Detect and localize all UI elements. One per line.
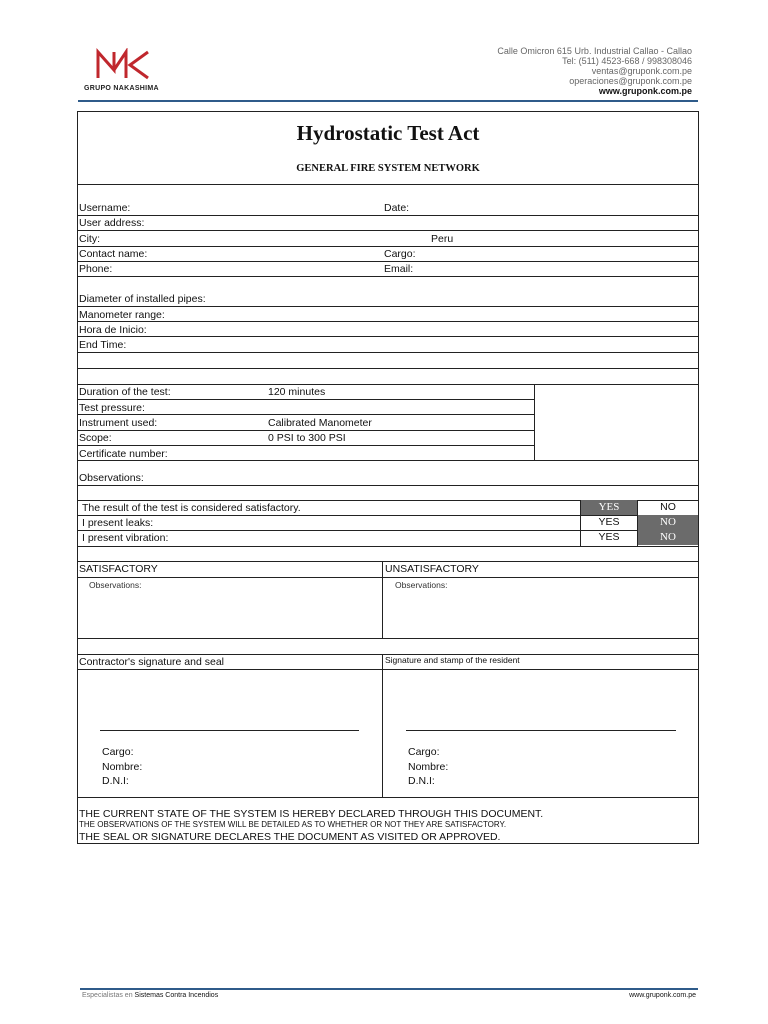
row-divider <box>77 384 699 385</box>
row-divider <box>77 321 699 322</box>
declaration-line-2: THE OBSERVATIONS OF THE SYSTEM WILL BE DETAILED AS TO WHETHER OR NOT THEY ARE SATISFACTORY. <box>79 820 507 829</box>
row-divider <box>77 430 534 431</box>
row-divider <box>77 246 699 247</box>
satisfactory-heading: SATISFACTORY <box>79 563 158 575</box>
row-divider <box>77 184 699 185</box>
username-label: Username: <box>79 202 131 214</box>
result-yes-option[interactable]: YES <box>581 500 637 515</box>
row-divider <box>77 561 699 562</box>
leaks-question: I present leaks: <box>82 517 154 529</box>
cargo-label: Cargo: <box>384 248 416 260</box>
row-divider <box>77 336 699 337</box>
contractor-name-label: Nombre: <box>102 761 143 773</box>
row-divider <box>77 261 699 262</box>
test-pressure-label: Test pressure: <box>79 402 145 414</box>
manometer-range-label: Manometer range: <box>79 309 165 321</box>
row-divider <box>77 230 699 231</box>
company-logo <box>94 48 152 85</box>
observations-label: Observations: <box>79 472 144 484</box>
duration-value: 120 minutes <box>268 386 326 398</box>
city-label: City: <box>79 233 100 245</box>
phone-label: Phone: <box>79 263 113 275</box>
company-address: Calle Omicron 615 Urb. Industrial Callao - Callao <box>497 46 692 56</box>
duration-label: Duration of the test: <box>79 386 171 398</box>
email-label: Email: <box>384 263 414 275</box>
leaks-yes-option[interactable]: YES <box>598 516 620 528</box>
contact-name-label: Contact name: <box>79 248 148 260</box>
footer-tagline-strong: Sistemas Contra Incendios <box>134 992 219 999</box>
declaration-line-3: THE SEAL OR SIGNATURE DECLARES THE DOCUMENT AS VISITED OR APPROVED. <box>79 831 501 843</box>
contractor-cargo-label: Cargo: <box>102 746 134 758</box>
row-divider <box>77 577 699 578</box>
date-label: Date: <box>384 202 410 214</box>
result-question: The result of the test is considered satisfactory. <box>82 502 301 514</box>
row-divider <box>77 546 699 547</box>
end-time-label: End Time: <box>79 339 127 351</box>
result-no-option[interactable]: NO <box>660 501 676 513</box>
column-divider <box>534 384 535 461</box>
company-phone: Tel: (511) 4523-668 / 998308046 <box>562 56 692 66</box>
company-email-operations: operaciones@gruponk.com.pe <box>569 76 692 86</box>
column-divider <box>382 561 383 639</box>
footer-website: www.gruponk.com.pe <box>629 992 696 999</box>
vibration-no-option[interactable]: NO <box>638 530 698 545</box>
column-divider <box>382 654 383 797</box>
unsatisfactory-observations-label: Observations: <box>395 580 448 590</box>
company-contact <box>497 46 692 96</box>
footer-tagline-prefix: Especialistas en <box>82 992 133 999</box>
user-address-label: User address: <box>79 217 145 229</box>
vibration-yes-option[interactable]: YES <box>598 531 620 543</box>
logo-text: GRUPO NAKASHIMA <box>84 85 159 92</box>
satisfactory-observations-label: Observations: <box>89 580 142 590</box>
form-frame <box>77 111 699 844</box>
company-email-sales: ventas@gruponk.com.pe <box>591 66 692 76</box>
resident-cargo-label: Cargo: <box>408 746 440 758</box>
city-value: Peru <box>431 233 454 245</box>
start-time-label: Hora de Inicio: <box>79 324 147 336</box>
row-divider <box>77 797 699 798</box>
contractor-dni-label: D.N.I: <box>102 775 129 787</box>
resident-dni-label: D.N.I: <box>408 775 435 787</box>
contractor-signature-line <box>100 730 359 731</box>
row-divider <box>77 399 534 400</box>
vibration-question: I present vibration: <box>82 532 169 544</box>
row-divider <box>77 352 699 353</box>
company-website: www.gruponk.com.pe <box>598 86 692 96</box>
scope-value: 0 PSI to 300 PSI <box>268 432 346 444</box>
row-divider <box>77 460 699 461</box>
declaration-line-1: THE CURRENT STATE OF THE SYSTEM IS HEREBY DECLARED THROUGH THIS DOCUMENT. <box>79 808 544 820</box>
document-subtitle: GENERAL FIRE SYSTEM NETWORK <box>296 163 480 174</box>
row-divider <box>77 445 534 446</box>
instrument-value: Calibrated Manometer <box>268 417 372 429</box>
resident-signature-line <box>406 730 676 731</box>
diameter-label: Diameter of installed pipes: <box>79 293 206 305</box>
contractor-signature-label: Contractor's signature and seal <box>79 656 225 668</box>
row-divider <box>77 638 699 639</box>
resident-name-label: Nombre: <box>408 761 449 773</box>
row-divider <box>77 485 699 486</box>
row-divider <box>77 306 699 307</box>
leaks-no-option[interactable]: NO <box>638 515 698 530</box>
row-divider <box>77 669 699 670</box>
certificate-label: Certificate number: <box>79 448 168 460</box>
document-title: Hydrostatic Test Act <box>296 121 480 145</box>
scope-label: Scope: <box>79 432 112 444</box>
unsatisfactory-heading: UNSATISFACTORY <box>385 563 479 575</box>
row-divider <box>77 414 534 415</box>
row-divider <box>77 276 699 277</box>
header-divider <box>78 100 698 102</box>
footer-tagline <box>82 992 218 999</box>
instrument-label: Instrument used: <box>79 417 158 429</box>
row-divider <box>77 215 699 216</box>
row-divider <box>77 368 699 369</box>
footer-divider <box>80 988 698 990</box>
resident-signature-label: Signature and stamp of the resident <box>385 655 520 665</box>
